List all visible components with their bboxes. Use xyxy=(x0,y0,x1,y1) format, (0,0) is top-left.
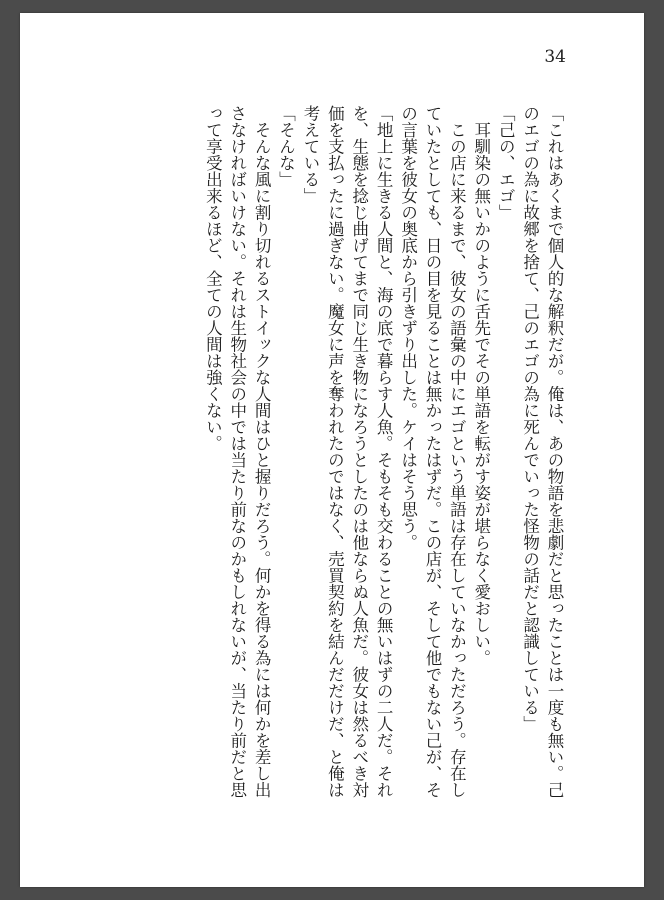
text-line: ていたとしても、日の目を見ることは無かったはずだ。この店が、そして他でもない己が、そ xyxy=(422,105,442,798)
text-line: のエゴの為に故郷を捨て、己のエゴの為に死んでいった怪物の話だと認識している」 xyxy=(520,105,540,732)
text-line: 「そんな」 xyxy=(276,105,296,188)
text-line: 「己の、エゴ」 xyxy=(496,105,516,221)
vertical-text-body xyxy=(126,105,566,825)
text-line: を、生態を捻じ曲げてまで同じ生き物になろうとしたのは他ならぬ人魚だ。彼女は然るべき対 xyxy=(349,105,369,798)
text-line: さなければいけない。それは生物社会の中では当たり前なのかもしれないが、当たり前だと思 xyxy=(227,105,247,798)
text-line: 価を支払ったに過ぎない。魔女に声を奪われたのではなく、売買契約を結んだだけだ、と俺は xyxy=(325,105,345,798)
text-line: って享受出来るほど、全ての人間は強くない。 xyxy=(203,105,223,452)
text-line: そんな風に割り切れるストイックな人間はひと握りだろう。何かを得る為には何かを差し出 xyxy=(252,105,272,798)
page-number: 34 xyxy=(544,47,566,67)
text-line: 考えている」 xyxy=(300,105,320,204)
text-line: 「地上に生きる人間と、海の底で暮らす人魚。そもそも交わることの無いはずの二人だ。それ xyxy=(374,105,394,798)
text-line: の言葉を彼女の奥底から引きずり出した。ケイはそう思う。 xyxy=(398,105,418,551)
text-line: 「これはあくまで個人的な解釈だが。俺は、あの物語を悲劇だと思ったことは一度も無い。己 xyxy=(545,105,564,798)
text-line: 耳馴染の無いかのように舌先でその単語を転がす姿が堪らなく愛おしい。 xyxy=(471,105,491,666)
text-line: この店に来るまで、彼女の語彙の中にエゴという単語は存在していなかっただろう。存在し xyxy=(447,105,467,798)
page xyxy=(20,13,644,887)
